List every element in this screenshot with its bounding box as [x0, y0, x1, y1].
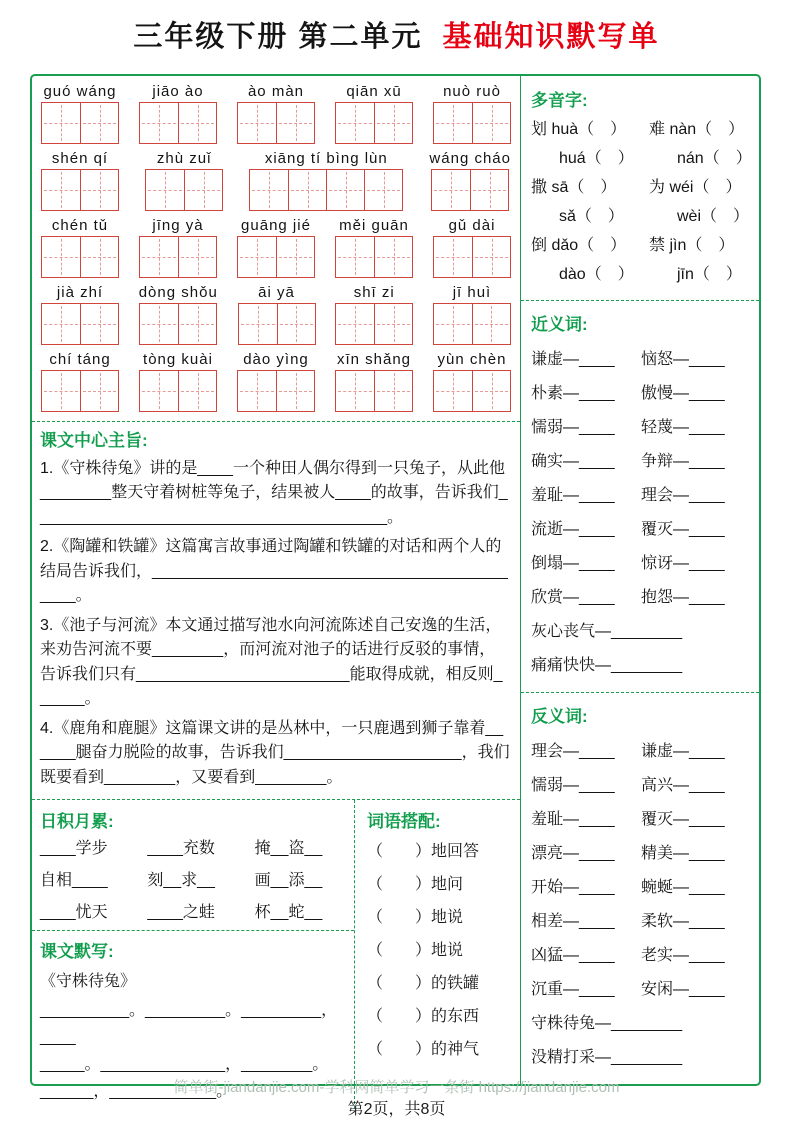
writing-cell [178, 304, 216, 344]
pinyin-label: měi guān [339, 217, 409, 234]
writing-cell [472, 371, 510, 411]
character-grid [41, 102, 119, 144]
page-title-unit: 三年级下册 第二单元 [133, 21, 423, 53]
writing-cell [336, 371, 374, 411]
antonym-pair-row [531, 772, 749, 795]
pinyin-word-group [335, 284, 413, 345]
pinyin-label: jīng yà [152, 217, 204, 234]
collocation-section [355, 800, 520, 1109]
antonym-item: 理会—____ [531, 743, 615, 760]
antonym-item-long: 没精打采—________ [531, 1049, 683, 1066]
antonyms-list [531, 738, 749, 1067]
page-number: 第2页，共8页 [347, 1101, 446, 1118]
pinyin-word-group [433, 217, 511, 278]
writing-cell [434, 237, 472, 277]
writing-cell [434, 371, 472, 411]
writing-cell [472, 237, 510, 277]
summary-paragraph: 3.《池子与河流》本文通过描写池水向河流陈述自己安逸的生活，来劝告河流不要________，而河流对池子的话进行反驳的事情，告诉我们只有________________________能取得成就，相反则______。 [40, 616, 503, 707]
antonym-item: 谦虚—____ [641, 743, 725, 760]
antonyms-section [521, 693, 759, 1084]
polyphonic-section [521, 76, 759, 301]
character-grid [335, 303, 413, 345]
collocation-item: （ ）的神气 [367, 1041, 480, 1058]
writing-cell [374, 237, 412, 277]
pinyin-word-group [237, 83, 315, 144]
accumulate-heading: 日积月累: [40, 812, 114, 831]
collocation-item: （ ）地问 [367, 876, 464, 893]
pinyin-label: gǔ dài [448, 217, 496, 234]
synonym-item: 惊讶—____ [641, 555, 725, 572]
idiom-blank: ____忧天 [40, 904, 108, 921]
synonym-item: 确实—____ [531, 453, 615, 470]
pinyin-label: āi yā [258, 284, 295, 301]
writing-cell [140, 237, 178, 277]
writing-cell [80, 304, 118, 344]
dictation-line: _____。______________，________。 [40, 1056, 329, 1073]
synonym-item: 理会—____ [641, 487, 725, 504]
writing-cell [276, 103, 314, 143]
page-title [0, 0, 793, 55]
synonym-item: 懦弱—____ [531, 419, 615, 436]
accumulate-section [32, 800, 354, 931]
pinyin-word-group [139, 351, 217, 412]
character-grid [237, 236, 315, 278]
character-grid [335, 370, 413, 412]
synonym-pair-row [531, 584, 749, 607]
writing-cell [238, 103, 276, 143]
pinyin-row [38, 284, 514, 345]
pinyin-word-group [237, 217, 315, 278]
pinyin-label: shī zi [353, 284, 395, 301]
character-grid [139, 102, 217, 144]
pinyin-label: nuò ruò [443, 83, 501, 100]
pinyin-label: xīn shǎng [336, 351, 412, 368]
polyphonic-row [531, 265, 749, 285]
antonym-pair-row [531, 908, 749, 931]
pinyin-row [38, 217, 514, 278]
synonym-item-long: 灰心丧气—________ [531, 623, 683, 640]
synonym-pair-row [531, 414, 749, 437]
idiom-blank: 杯__蛇__ [254, 904, 323, 921]
polyphonic-row [531, 149, 752, 169]
writing-cell [336, 304, 374, 344]
writing-cell [364, 170, 402, 210]
writing-cell [140, 103, 178, 143]
character-grid [433, 303, 511, 345]
antonym-item: 安闲—____ [641, 981, 725, 998]
collocation-heading: 词语搭配: [367, 812, 441, 831]
collocation-item: （ ）地说 [367, 909, 464, 926]
synonyms-section [521, 301, 759, 693]
synonym-item: 轻蔑—____ [641, 419, 725, 436]
character-grid [41, 169, 119, 211]
writing-cell [276, 371, 314, 411]
synonym-item: 恼怒—____ [641, 351, 725, 368]
summary-section [32, 422, 520, 799]
writing-cell [184, 170, 222, 210]
bottom-left [32, 800, 355, 1109]
writing-cell [80, 103, 118, 143]
idiom-blank: 自相____ [40, 872, 108, 889]
antonym-pair-row [531, 840, 749, 863]
writing-cell [42, 304, 80, 344]
synonym-item: 抱怨—____ [641, 589, 725, 606]
writing-cell [277, 304, 315, 344]
pinyin-label: wáng cháo [429, 150, 511, 167]
pinyin-word-group [249, 150, 403, 211]
antonym-item: 高兴—____ [641, 777, 725, 794]
antonym-item: 柔软—____ [641, 913, 725, 930]
antonym-item: 羞耻—____ [531, 811, 615, 828]
synonym-item: 覆灭—____ [641, 521, 725, 538]
polyphonic-row [531, 236, 749, 256]
dictation-line: ______，____________。 [40, 1083, 233, 1100]
pinyin-word-group [139, 217, 217, 278]
pinyin-word-group [335, 217, 413, 278]
writing-cell [288, 170, 326, 210]
writing-cell [80, 371, 118, 411]
pinyin-word-group [139, 284, 218, 345]
writing-cell [472, 103, 510, 143]
synonym-pair-row [531, 448, 749, 471]
idiom-blank: 刻__求__ [147, 872, 215, 889]
summary-list [40, 457, 511, 791]
character-grid [335, 236, 413, 278]
pinyin-label: chén tǔ [51, 217, 109, 234]
character-grid [237, 102, 315, 144]
character-grid [335, 102, 413, 144]
writing-cell [80, 237, 118, 277]
pinyin-word-group [41, 217, 119, 278]
writing-cell [250, 170, 288, 210]
writing-cell [42, 170, 80, 210]
antonym-pair-row [531, 806, 749, 829]
pinyin-word-group [433, 83, 511, 144]
antonym-item: 覆灭—____ [641, 811, 725, 828]
writing-cell [178, 103, 216, 143]
pinyin-label: yùn chèn [437, 351, 507, 368]
antonym-item: 沉重—____ [531, 981, 615, 998]
pinyin-word-group [433, 351, 511, 412]
synonyms-heading: 近义词: [531, 315, 588, 334]
writing-cell [80, 170, 118, 210]
pinyin-word-group [429, 150, 511, 211]
pinyin-section [32, 76, 520, 422]
synonyms-list [531, 346, 749, 675]
polyphonic-item: 禁 jìn（ ） [649, 237, 735, 254]
antonym-item: 漂亮—____ [531, 845, 615, 862]
summary-paragraph: 1.《守株待兔》讲的是____一个种田人偶尔得到一只兔子，从此他________整天守着树桩等兔子，结果被人____的故事，告诉我们________________________________________。 [40, 459, 508, 526]
polyphonic-item: 撒 sā（ ） [531, 179, 617, 196]
summary-heading: 课文中心主旨: [40, 431, 148, 450]
polyphonic-heading: 多音字: [531, 91, 588, 110]
pinyin-label: xiāng tí bìng lùn [264, 150, 388, 167]
synonym-item: 傲慢—____ [641, 385, 725, 402]
synonym-item: 谦虚—____ [531, 351, 615, 368]
summary-paragraph: 4.《鹿角和鹿腿》这篇课文讲的是丛林中，一只鹿遇到狮子靠着______腿奋力脱险的故事，告诉我们____________________，我们既要看到________，又要看到________。 [40, 719, 510, 786]
writing-cell [140, 371, 178, 411]
writing-cell [432, 170, 470, 210]
polyphonic-item: nán（ ） [677, 150, 752, 167]
writing-cell [374, 304, 412, 344]
character-grid [249, 169, 403, 211]
pinyin-label: ào màn [247, 83, 305, 100]
polyphonic-item: jīn（ ） [677, 266, 742, 283]
antonym-item: 老实—____ [641, 947, 725, 964]
synonym-item-long: 痛痛快快—________ [531, 657, 683, 674]
pinyin-label: zhù zuǐ [156, 150, 212, 167]
antonym-pair-row [531, 976, 749, 999]
character-grid [41, 303, 119, 345]
dictation-title: 《守株待兔》 [40, 973, 137, 990]
pinyin-label: jiāo ào [152, 83, 204, 100]
character-grid [238, 303, 316, 345]
polyphonic-item: sǎ（ ） [559, 208, 624, 225]
writing-cell [336, 103, 374, 143]
collocation-item: （ ）地回答 [367, 843, 480, 860]
writing-cell [470, 170, 508, 210]
character-grid [433, 236, 511, 278]
character-grid [433, 102, 511, 144]
polyphonic-list [531, 120, 752, 285]
writing-cell [178, 237, 216, 277]
pinyin-word-group [41, 284, 119, 345]
polyphonic-item: dào（ ） [559, 266, 634, 283]
pinyin-label: tòng kuài [143, 351, 213, 368]
pinyin-label: qiān xū [346, 83, 402, 100]
polyphonic-item: 划 huà（ ） [531, 121, 627, 138]
writing-cell [178, 371, 216, 411]
bottom-row [32, 799, 520, 1109]
antonym-item: 相差—____ [531, 913, 615, 930]
pinyin-word-group [237, 351, 315, 412]
pinyin-label: jī huì [452, 284, 492, 301]
pinyin-row [38, 83, 514, 144]
antonym-item: 懦弱—____ [531, 777, 615, 794]
writing-cell [374, 103, 412, 143]
writing-cell [140, 304, 178, 344]
watermark: 简单街-jiandanjie.com-学科网简单学习一条街 https://jiandanjie.com [173, 1079, 620, 1096]
synonym-pair-row [531, 550, 749, 573]
synonym-pair-row [531, 380, 749, 403]
antonym-pair-row [531, 874, 749, 897]
polyphonic-row [531, 207, 749, 227]
idiom-blank: ____学步 [40, 840, 108, 857]
dictation-line: __________。_________。_________，____ [40, 1002, 338, 1046]
writing-cell [326, 170, 364, 210]
collocation-item: （ ）的东西 [367, 1008, 480, 1025]
writing-cell [238, 371, 276, 411]
writing-cell [374, 371, 412, 411]
synonym-pair-row [531, 482, 749, 505]
antonyms-heading: 反义词: [531, 707, 588, 726]
writing-cell [238, 237, 276, 277]
writing-cell [42, 103, 80, 143]
pinyin-word-group [433, 284, 511, 345]
polyphonic-row [531, 178, 749, 198]
synonym-pair-row [531, 346, 749, 369]
writing-cell [434, 103, 472, 143]
idiom-blank: ____之蛙 [147, 904, 215, 921]
character-grid [41, 236, 119, 278]
pinyin-label: shén qí [51, 150, 109, 167]
pinyin-row [38, 351, 514, 412]
synonym-item: 欣赏—____ [531, 589, 615, 606]
page-title-subject: 基础知识默写单 [442, 21, 660, 53]
polyphonic-item: 倒 dǎo（ ） [531, 237, 627, 254]
collocation-item: （ ）的铁罐 [367, 975, 480, 992]
idiom-blank: 画__添__ [254, 872, 323, 889]
character-grid [237, 370, 315, 412]
pinyin-word-group [238, 284, 316, 345]
antonym-item: 蜿蜒—____ [641, 879, 725, 896]
pinyin-label: dào yìng [243, 351, 309, 368]
antonym-item-long: 守株待兔—________ [531, 1015, 683, 1032]
writing-cell [42, 371, 80, 411]
dictation-heading: 课文默写: [40, 942, 114, 961]
pinyin-row [38, 150, 514, 211]
character-grid [431, 169, 509, 211]
pinyin-word-group [41, 351, 119, 412]
antonym-pair-row [531, 738, 749, 761]
antonym-item: 开始—____ [531, 879, 615, 896]
synonym-item: 倒塌—____ [531, 555, 615, 572]
synonym-item: 羞耻—____ [531, 487, 615, 504]
pinyin-label: dòng shǒu [138, 284, 218, 301]
character-grid [139, 303, 217, 345]
character-grid [139, 236, 217, 278]
synonym-pair-row [531, 516, 749, 539]
pinyin-label: jià zhí [56, 284, 104, 301]
polyphonic-item: wèi（ ） [677, 208, 750, 225]
synonym-item: 流逝—____ [531, 521, 615, 538]
idiom-blank: ____充数 [147, 840, 215, 857]
idiom-blank: 掩__盗__ [254, 840, 323, 857]
writing-cell [276, 237, 314, 277]
antonym-item: 精美—____ [641, 845, 725, 862]
writing-cell [146, 170, 184, 210]
pinyin-word-group [41, 150, 119, 211]
pinyin-label: chí táng [49, 351, 111, 368]
synonym-item: 争辩—____ [641, 453, 725, 470]
polyphonic-item: 难 nàn（ ） [649, 121, 745, 138]
collocation-list [367, 835, 508, 1066]
writing-cell [472, 304, 510, 344]
writing-cell [239, 304, 277, 344]
writing-cell [336, 237, 374, 277]
pinyin-word-group [145, 150, 223, 211]
character-grid [433, 370, 511, 412]
writing-cell [42, 237, 80, 277]
pinyin-label: guó wáng [43, 83, 117, 100]
pinyin-word-group [335, 83, 413, 144]
polyphonic-item: huá（ ） [559, 150, 634, 167]
right-column [521, 76, 759, 1084]
pinyin-word-group [41, 83, 119, 144]
synonym-item: 朴素—____ [531, 385, 615, 402]
character-grid [139, 370, 217, 412]
polyphonic-item: 为 wéi（ ） [649, 179, 742, 196]
character-grid [145, 169, 223, 211]
pinyin-word-group [335, 351, 413, 412]
accumulate-grid [40, 835, 346, 922]
polyphonic-row [531, 120, 749, 140]
pinyin-label: guāng jié [241, 217, 311, 234]
writing-cell [434, 304, 472, 344]
collocation-item: （ ）地说 [367, 942, 464, 959]
summary-paragraph: 2.《陶罐和铁罐》这篇寓言故事通过陶罐和铁罐的对话和两个人的结局告诉我们，____________________________________________。 [40, 538, 508, 604]
pinyin-word-group [139, 83, 217, 144]
antonym-item: 凶猛—____ [531, 947, 615, 964]
character-grid [41, 370, 119, 412]
antonym-pair-row [531, 942, 749, 965]
